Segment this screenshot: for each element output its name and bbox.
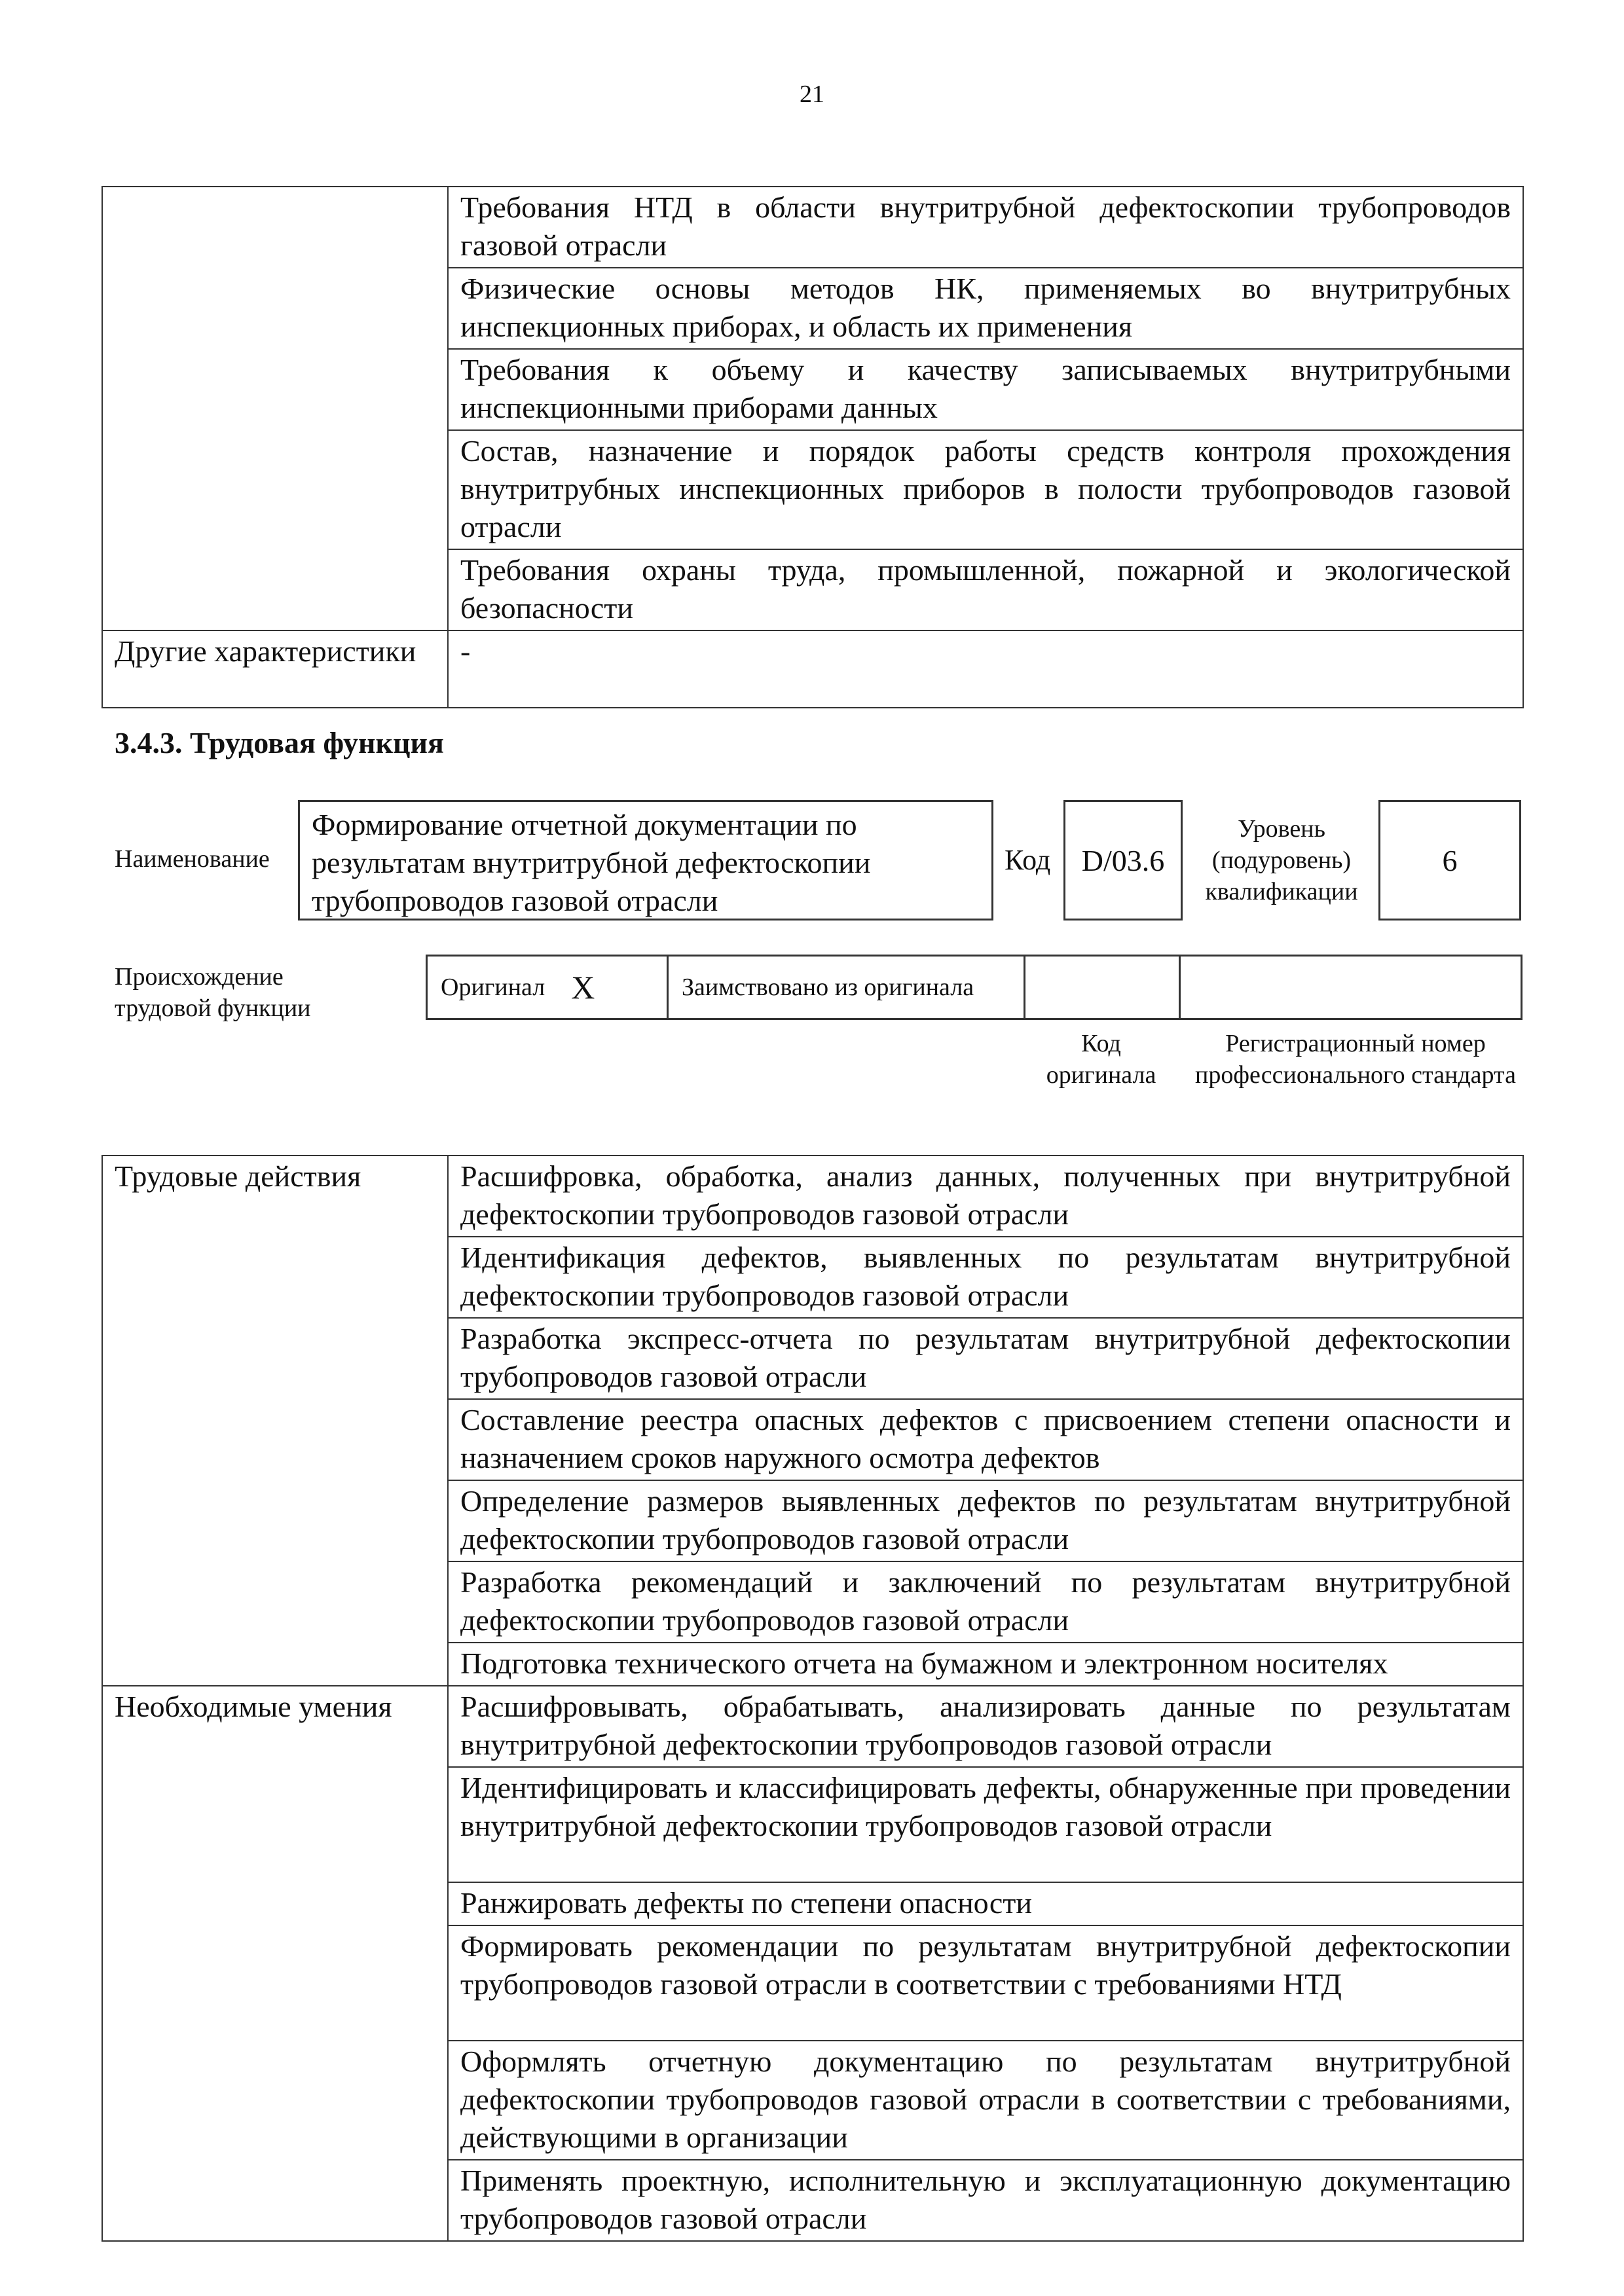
skill-item: Расшифровывать, обрабатывать, анализировать данные по результатам внутритрубной дефектоскопии трубопроводов газовой отрасли	[448, 1686, 1523, 1767]
reg-number-cell	[1181, 957, 1521, 1018]
level-value: 6	[1442, 843, 1458, 877]
original-mark: X	[571, 969, 595, 1006]
table-row	[102, 187, 1523, 268]
level-box	[1378, 800, 1521, 920]
original-cell	[428, 957, 669, 1018]
action-item: Разработка рекомендаций и заключений по результатам внутритрубной дефектоскопии трубопроводов газовой отрасли	[448, 1561, 1523, 1643]
code-label: Код	[1005, 844, 1051, 876]
knowledge-item: Требования охраны труда, промышленной, пожарной и экологической безопасности	[448, 549, 1523, 630]
borrowed-label: Заимствовано из оригинала	[682, 974, 974, 1001]
table-row	[102, 1686, 1523, 1767]
function-name-box	[298, 800, 993, 920]
original-code-caption: Код оригинала	[1046, 1030, 1156, 1089]
knowledge-table	[101, 186, 1524, 708]
code-box	[1063, 800, 1183, 920]
actions-label: Трудовые действия	[102, 1156, 448, 1686]
action-item: Определение размеров выявленных дефектов по результатам внутритрубной дефектоскопии трубопроводов газовой отрасли	[448, 1480, 1523, 1561]
skill-item: Формировать рекомендации по результатам внутритрубной дефектоскопии трубопроводов газовой отрасли в соответствии с требованиями НТД	[448, 1925, 1523, 2041]
function-name-value: Формирование отчетной документации по результатам внутритрубной дефектоскопии трубопроводов газовой отрасли	[312, 808, 871, 917]
action-item: Идентификация дефектов, выявленных по результатам внутритрубной дефектоскопии трубопроводов газовой отрасли	[448, 1237, 1523, 1318]
level-label: Уровень (подуровень) квалификации	[1205, 815, 1358, 905]
table-row	[102, 630, 1523, 708]
knowledge-item: Состав, назначение и порядок работы средств контроля прохождения внутритрубных инспекционных приборов в полости трубопроводов газовой отрасли	[448, 430, 1523, 549]
skill-item: Применять проектную, исполнительную и эксплуатационную документацию трубопроводов газовой отрасли	[448, 2160, 1523, 2241]
skills-label: Необходимые умения	[102, 1686, 448, 2241]
table-row	[102, 1156, 1523, 1237]
page-number: 21	[800, 81, 824, 108]
skill-item: Идентифицировать и классифицировать дефекты, обнаруженные при проведении внутритрубной дефектоскопии трубопроводов газовой отрасли	[448, 1767, 1523, 1882]
original-label: Оригинал	[441, 974, 545, 1001]
knowledge-item: Физические основы методов НК, применяемых во внутритрубных инспекционных приборах, и область их применения	[448, 268, 1523, 349]
borrowed-cell	[669, 957, 1025, 1018]
other-characteristics-value: -	[448, 630, 1523, 708]
other-characteristics-label: Другие характеристики	[102, 630, 448, 708]
knowledge-label-cell	[102, 187, 448, 630]
action-item: Расшифровка, обработка, анализ данных, полученных при внутритрубной дефектоскопии трубопроводов газовой отрасли	[448, 1156, 1523, 1237]
skill-item: Ранжировать дефекты по степени опасности	[448, 1882, 1523, 1925]
actions-skills-table	[101, 1155, 1524, 2242]
knowledge-item: Требования к объему и качеству записываемых внутритрубными инспекционными приборами данных	[448, 349, 1523, 430]
skill-item: Оформлять отчетную документацию по результатам внутритрубной дефектоскопии трубопроводов газовой отрасли в соответствии с требованиями, действующими в организации	[448, 2041, 1523, 2160]
original-code-cell	[1025, 957, 1181, 1018]
action-item: Разработка экспресс-отчета по результатам внутритрубной дефектоскопии трубопроводов газовой отрасли	[448, 1318, 1523, 1399]
knowledge-item: Требования НТД в области внутритрубной дефектоскопии трубопроводов газовой отрасли	[448, 187, 1523, 268]
code-value: D/03.6	[1081, 843, 1165, 877]
section-heading: 3.4.3. Трудовая функция	[115, 726, 444, 759]
origin-row	[426, 955, 1522, 1020]
action-item: Составление реестра опасных дефектов с присвоением степени опасности и назначением сроков наружного осмотра дефектов	[448, 1399, 1523, 1480]
name-label: Наименование	[115, 845, 270, 873]
action-item: Подготовка технического отчета на бумажном и электронном носителях	[448, 1643, 1523, 1686]
reg-number-caption: Регистрационный номер профессионального стандарта	[1195, 1030, 1516, 1089]
origin-label: Происхождение трудовой функции	[115, 963, 311, 1022]
